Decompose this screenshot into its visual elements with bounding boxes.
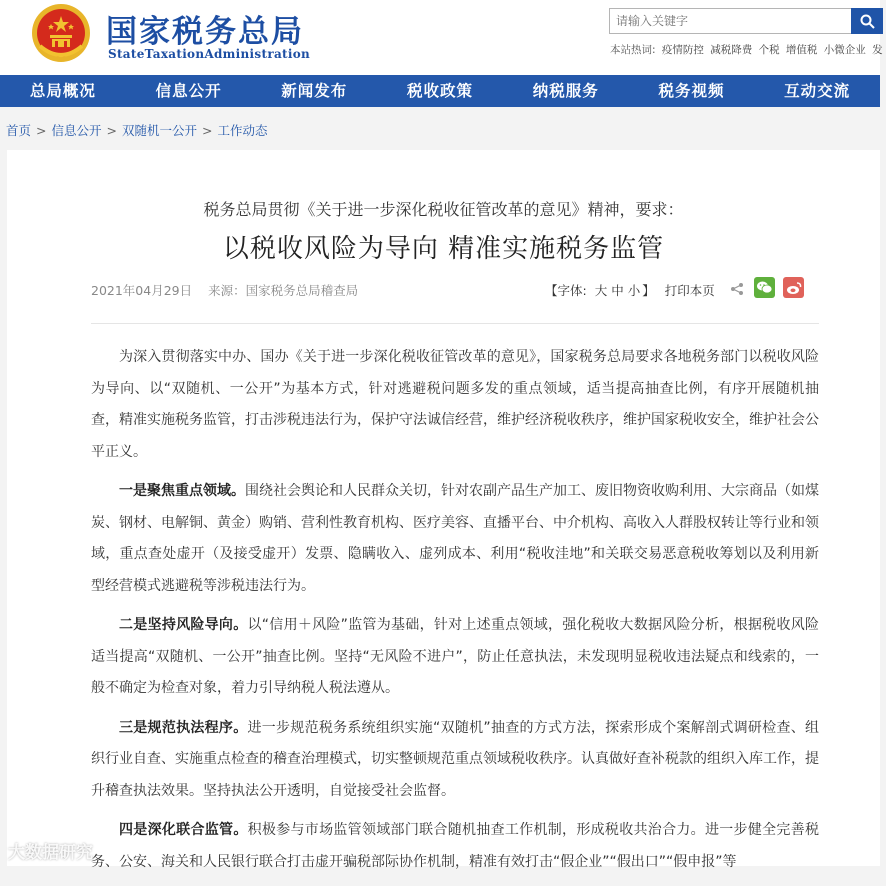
article-meta bbox=[91, 281, 358, 299]
paragraph-text: 积极参与市场监管领域部门联合随机抽查工作机制，形成税收共治合力。进一步健全完善税务、公安、海关和人民银行联合打击虚开骗税部际协作机制，精准有效打击“假企业”“假出口”“假申报”等 bbox=[91, 822, 819, 870]
hot-words-label: 本站热词: bbox=[610, 44, 656, 56]
hot-words bbox=[610, 42, 886, 57]
breadcrumb-info-disclosure[interactable]: 信息公开 bbox=[51, 123, 102, 138]
hot-word-link[interactable]: 小微企业 bbox=[823, 44, 866, 56]
font-size-medium[interactable]: 中 bbox=[611, 283, 624, 298]
paragraph-text: 以“信用＋风险”监管为基础，针对上述重点领域，强化税收大数据风险分析，根据税收风险适当提高“双随机、一公开”抽查比例。坚持“无风险不进户”，防止任意执法，未发现明显税收违法疑点和线索的，一般不确定为检查对象，着力引导纳税人税法遵从。 bbox=[91, 617, 819, 696]
paragraph-lead: 二是坚持风险导向。 bbox=[119, 617, 248, 633]
print-page-link[interactable]: 打印本页 bbox=[664, 283, 715, 298]
weibo-share-button[interactable] bbox=[783, 277, 804, 298]
breadcrumb-home[interactable]: 首页 bbox=[6, 123, 32, 138]
hot-word-link[interactable]: 个税 bbox=[758, 44, 780, 56]
nav-item-tax-video[interactable]: 税务视频 bbox=[658, 82, 725, 100]
nav-item-taxpayer-service[interactable]: 纳税服务 bbox=[532, 82, 599, 100]
hot-word-link[interactable]: 减税降费 bbox=[710, 44, 753, 56]
national-emblem-icon[interactable] bbox=[30, 2, 92, 64]
article-subtitle: 税务总局贯彻《关于进一步深化税收征管改革的意见》精神，要求： bbox=[203, 200, 684, 219]
article-body bbox=[91, 342, 819, 886]
search-input[interactable] bbox=[610, 9, 851, 33]
paragraph-text: 围绕社会舆论和人民群众关切，针对农副产品生产加工、废旧物资收购利用、大宗商品（如煤炭、钢材、电解铜、黄金）购销、营利性教育机构、医疗美容、直播平台、中介机构、高收入人群股权转让等行业和领域，重点查处虚开（及接受虚开）发票、隐瞒收入、虚列成本、利用“税收洼地”和关联交易恶意税收筹划以及利用新型经营模式逃避税等涉税违法行为。 bbox=[91, 483, 819, 594]
hot-word-link[interactable]: 发 bbox=[872, 44, 883, 56]
paragraph-text: 进一步规范税务系统组织实施“双随机”抽查的方式方法，探索形成个案解剖式调研检查、组织行业自查、实施重点检查的稽查治理模式，切实整顿规范重点领域税收秩序。认真做好查补税款的组织入库工作，提升稽查执法效果。坚持执法公开透明，自觉接受社会监督。 bbox=[91, 719, 819, 799]
nav-item-tax-policy[interactable]: 税收政策 bbox=[407, 82, 474, 100]
hot-word-link[interactable]: 疫情防控 bbox=[661, 44, 704, 56]
wechat-share-button[interactable] bbox=[754, 277, 775, 298]
article-date: 2021年04月29日 bbox=[91, 283, 193, 298]
article-paragraph bbox=[91, 713, 819, 808]
paragraph-lead: 一是聚焦重点领域。 bbox=[119, 483, 245, 499]
site-name-en: StateTaxationAdministration bbox=[108, 47, 311, 61]
site-name-cn[interactable]: 国家税务总局 bbox=[106, 14, 304, 50]
share-icon[interactable] bbox=[730, 282, 744, 296]
breadcrumb-separator: > bbox=[202, 123, 213, 138]
breadcrumb-separator: > bbox=[36, 123, 47, 138]
main-nav bbox=[0, 75, 880, 107]
search-button[interactable] bbox=[851, 8, 883, 34]
nav-item-news[interactable]: 新闻发布 bbox=[281, 82, 348, 100]
font-size-large[interactable]: 大 bbox=[594, 283, 608, 298]
article-paragraph bbox=[91, 476, 819, 602]
weibo-icon bbox=[786, 281, 802, 295]
search-box bbox=[609, 8, 852, 34]
watermark: 大数据研究 bbox=[8, 843, 93, 863]
article-paragraph bbox=[91, 610, 819, 705]
breadcrumb bbox=[6, 121, 268, 139]
article-card bbox=[7, 150, 880, 870]
paragraph-text: 为深入贯彻落实中办、国办《关于进一步深化税收征管改革的意见》，国家税务总局要求各地税务部门以税收风险为导向、以“双随机、一公开”为基本方式，针对逃避税问题多发的重点领域，适当提高抽查比例，有序开展随机抽查，精准实施税务监管，打击涉税违法行为，保护守法诚信经营，维护经济税收秩序，维护国家税收安全，维护社会公平正义。 bbox=[91, 349, 819, 460]
nav-item-interaction[interactable]: 互动交流 bbox=[784, 82, 851, 100]
breadcrumb-double-random[interactable]: 双随机一公开 bbox=[122, 123, 198, 138]
paragraph-lead: 四是深化联合监管。 bbox=[119, 822, 248, 838]
nav-item-info-disclosure[interactable]: 信息公开 bbox=[155, 82, 222, 100]
article-divider bbox=[91, 323, 819, 324]
article-paragraph bbox=[91, 342, 819, 468]
font-size-close: 】 bbox=[642, 283, 655, 298]
font-size-small[interactable]: 小 bbox=[627, 283, 641, 298]
nav-item-overview[interactable]: 总局概况 bbox=[29, 82, 96, 100]
wechat-icon bbox=[756, 280, 773, 295]
article-paragraph bbox=[91, 815, 819, 878]
breadcrumb-work-news[interactable]: 工作动态 bbox=[217, 123, 268, 138]
search-icon bbox=[860, 14, 875, 29]
hot-word-link[interactable]: 增值税 bbox=[785, 44, 818, 56]
article-title: 以税收风险为导向 精准实施税务监管 bbox=[222, 234, 665, 264]
breadcrumb-separator: > bbox=[106, 123, 117, 138]
article-source: 来源：国家税务总局稽查局 bbox=[208, 283, 359, 298]
article-tools bbox=[545, 281, 715, 299]
site-header bbox=[0, 0, 883, 75]
paragraph-lead: 三是规范执法程序。 bbox=[119, 719, 248, 736]
font-size-label: 【字体: bbox=[545, 283, 587, 298]
